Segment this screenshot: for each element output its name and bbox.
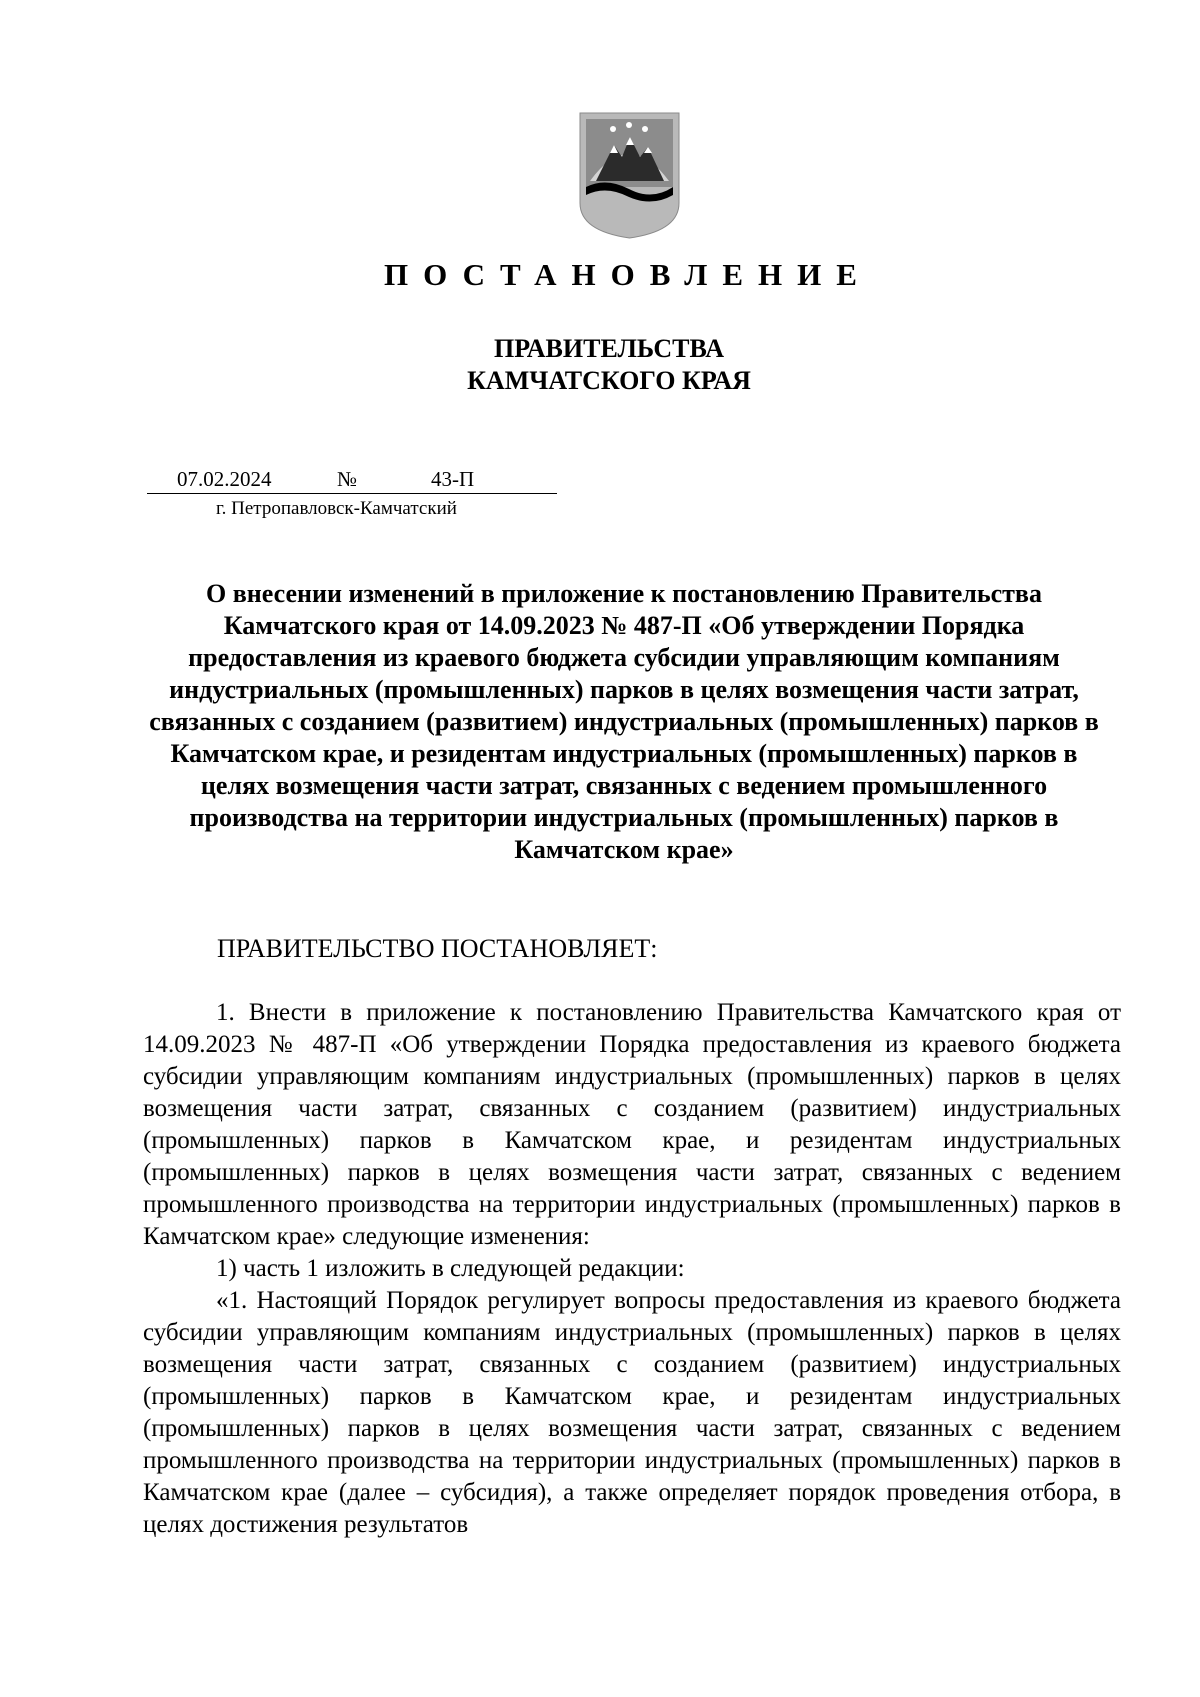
paragraph-1: 1. Внести в приложение к постановлению Правительства Камчатского края от 14.09.2023 № 487-П «Об утверждении Порядка предоставления из краевого бюджета субсидии управляющим компаниям индустриальных (промышленных) парков в целях возмещения части затрат, связанных с созданием (развитием) индустриальных (промышленных) парков в Камчатском крае, и резидентам индустриальных (промышленных) парков в целях возмещения части затрат, связанных с ведением промышленного производства на территории индустриальных (промышленных) парков в Камчатском крае» следующие изменения: (143, 999, 1121, 1250)
issuer-line-1: ПРАВИТЕЛЬСТВА (494, 334, 724, 363)
document-number: 43-П (431, 467, 475, 491)
city-name: г. Петропавловск-Камчатский (216, 498, 457, 519)
issuer-line-2: КАМЧАТСКОГО КРАЯ (467, 366, 751, 395)
document-subject-title: О внесении изменений в приложение к постановлению Правительства Камчатского края от 14.09.2023 № 487-П «Об утверждении Порядка предоставления из краевого бюджета субсидии управляющим компаниям индустриальных (промышленных) парков в целях возмещения части затрат, связанных с созданием (развитием) индустриальных (промышленных) парков в Камчатском крае, и резидентам индустриальных (промышленных) парков в целях возмещения части затрат, связанных с ведением промышленного производства на территории индустриальных (промышленных) парков в Камчатском крае» (149, 579, 1099, 864)
number-sign: № (337, 467, 358, 491)
decree-statement: ПРАВИТЕЛЬСТВО ПОСТАНОВЛЯЕТ: (217, 934, 658, 963)
document-body (143, 997, 1121, 1541)
coat-of-arms-emblem (576, 107, 683, 241)
issuer-block (0, 333, 1200, 397)
date-underline (147, 493, 557, 494)
document-date: 07.02.2024 (177, 467, 272, 491)
date-number-line (147, 465, 557, 493)
document-type-title: ПОСТАНОВЛЕНИЕ (384, 257, 872, 292)
paragraph-3: «1. Настоящий Порядок регулирует вопросы предоставления из краевого бюджета субсидии управляющим компаниям индустриальных (промышленных) парков в целях возмещения части затрат, связанных с созданием (развитием) индустриальных (промышленных) парков в Камчатском крае, и резидентам индустриальных (промышленных) парков в целях возмещения части затрат, связанных с ведением промышленного производства на территории индустриальных (промышленных) парков в Камчатском крае (далее – субсидия), а также определяет порядок проведения отбора, в целях достижения результатов (143, 1287, 1121, 1538)
paragraph-2: 1) часть 1 изложить в следующей редакции: (216, 1255, 685, 1282)
